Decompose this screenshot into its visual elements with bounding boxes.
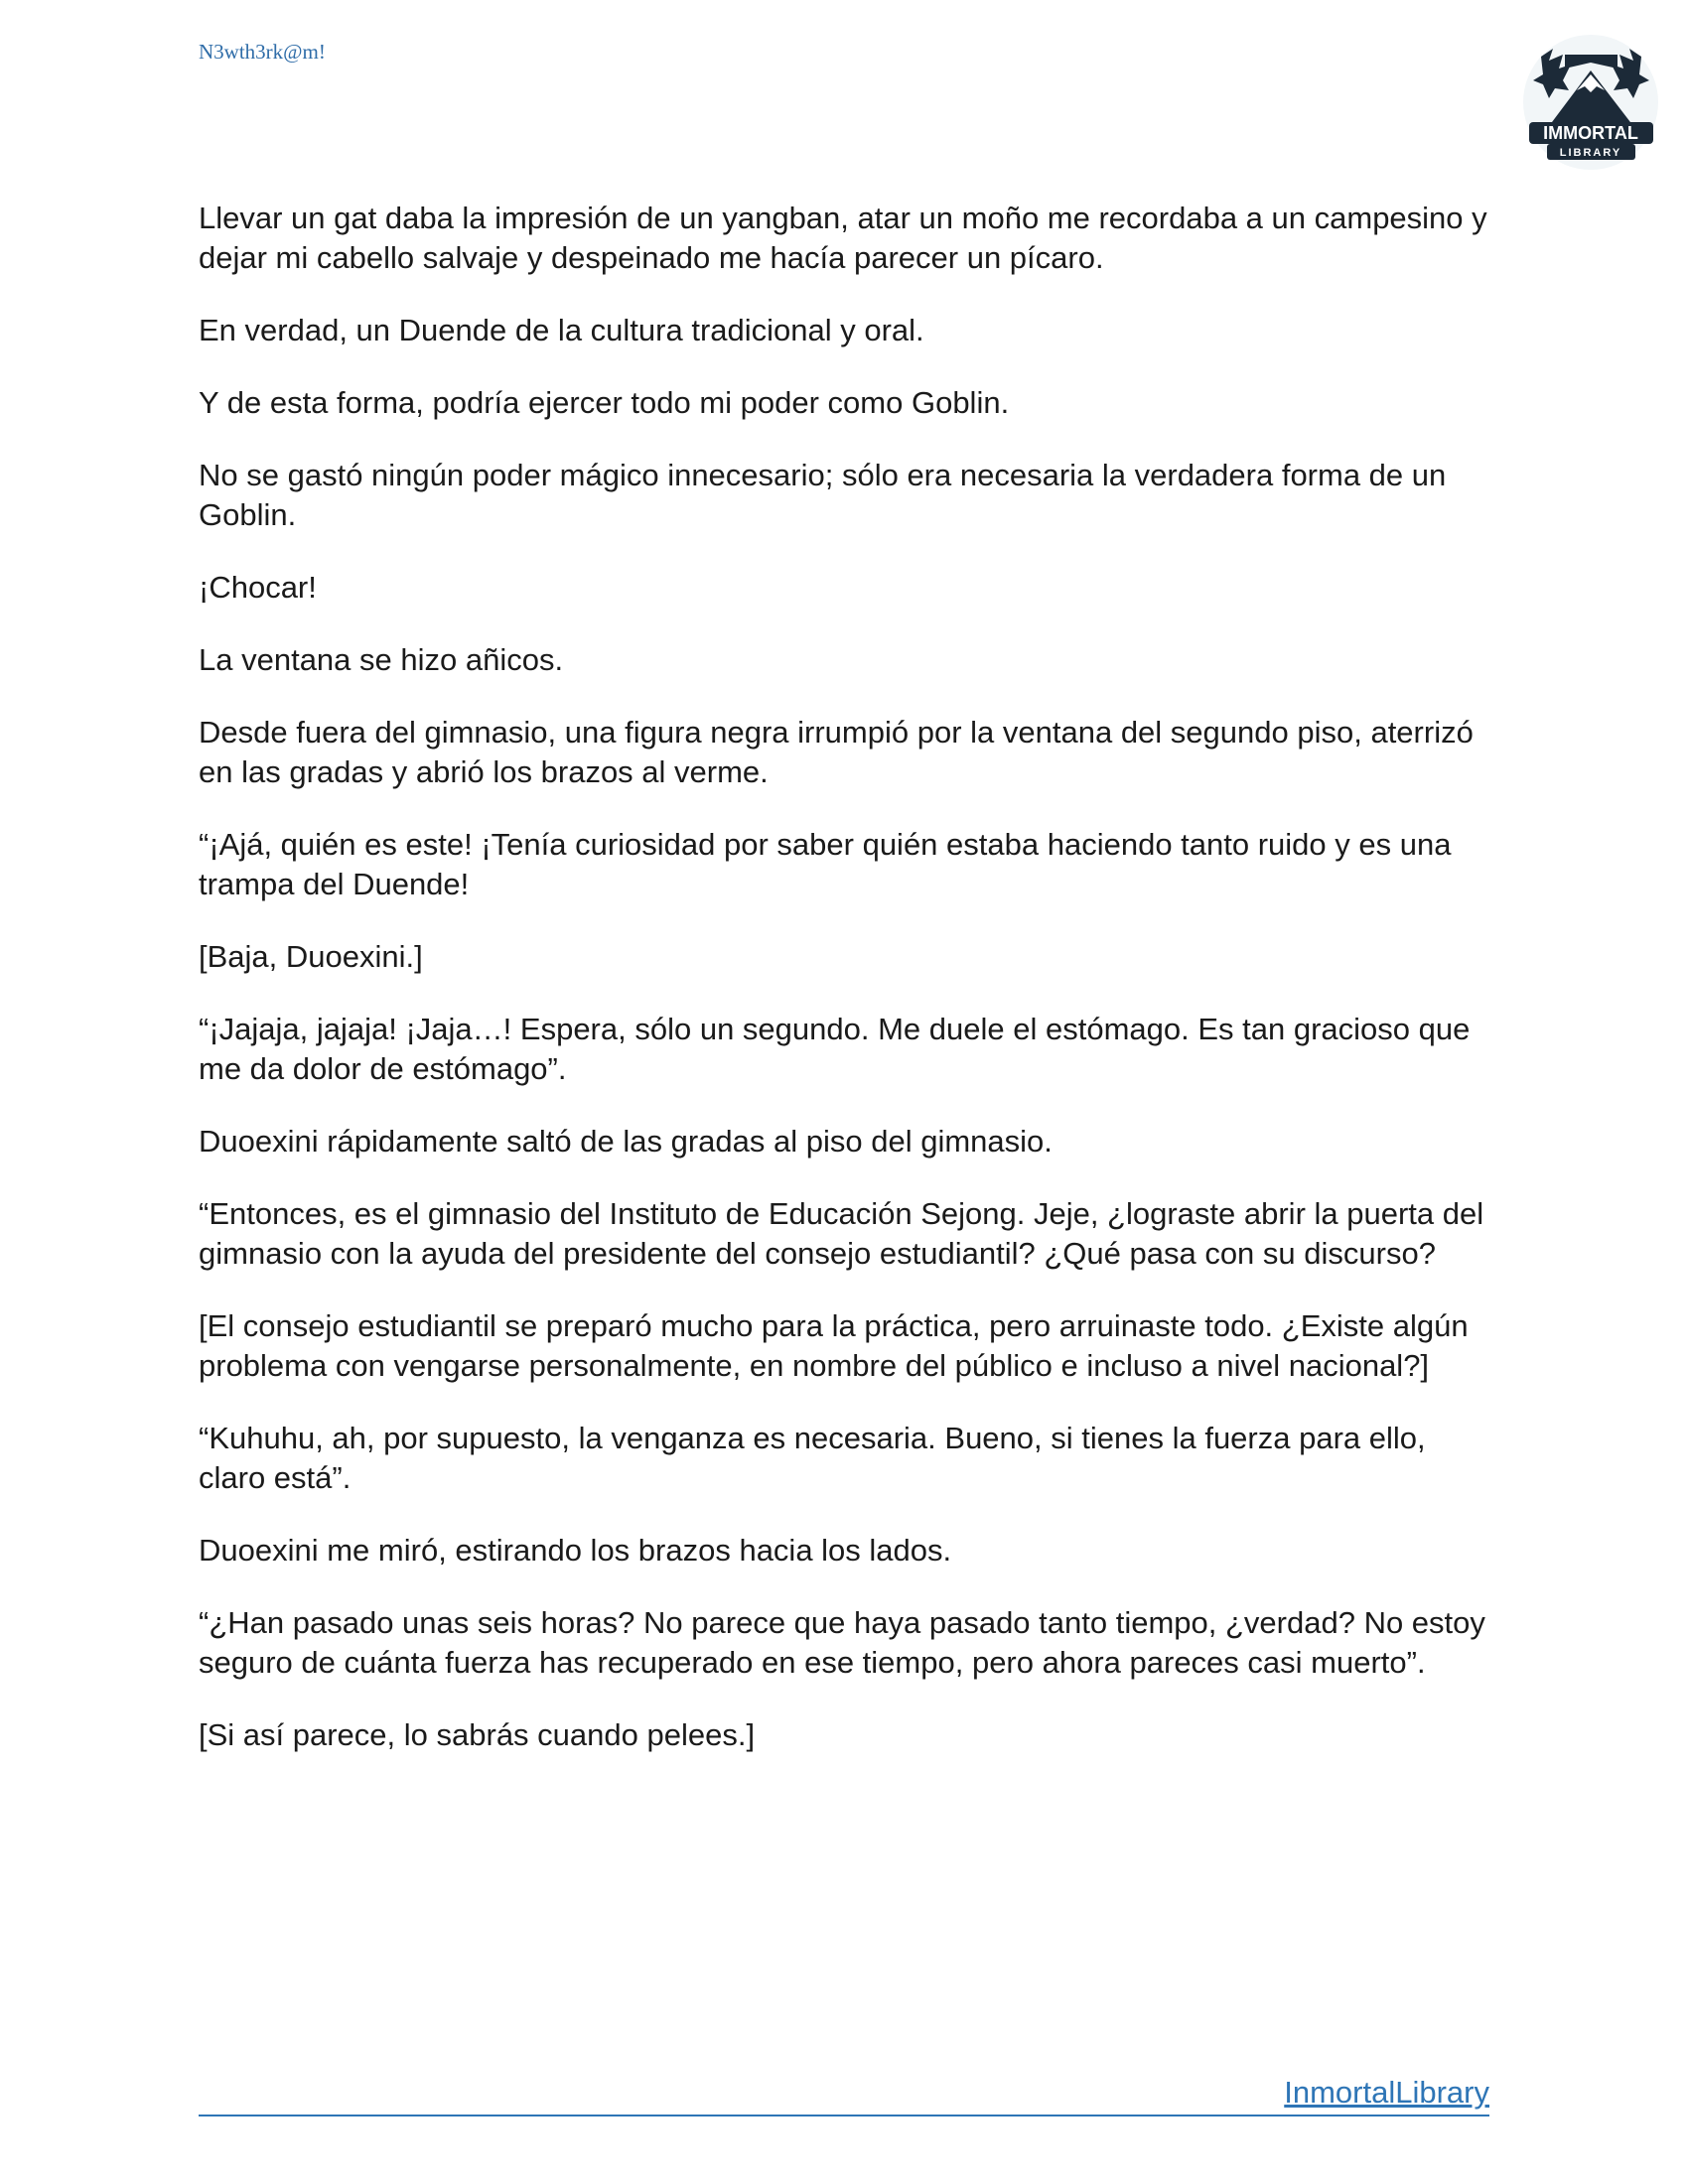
immortal-library-logo	[1519, 35, 1663, 174]
paragraph: “Entonces, es el gimnasio del Instituto de Educación Sejong. Jeje, ¿lograste abrir la puerta del gimnasio con la ayuda del presidente del consejo estudiantil? ¿Qué pasa con su discurso?	[199, 1196, 1484, 1271]
paragraph: La ventana se hizo añicos.	[199, 642, 564, 677]
document-body	[199, 199, 1499, 1788]
footer-link[interactable]: InmortalLibrary	[1284, 2075, 1489, 2110]
paragraph: “¡Jajaja, jajaja! ¡Jaja…! Espera, sólo un segundo. Me duele el estómago. Es tan gracioso que me da dolor de estómago”.	[199, 1012, 1471, 1086]
header-tag: N3wth3rk@m!	[199, 40, 326, 64]
paragraph: En verdad, un Duende de la cultura tradicional y oral.	[199, 313, 924, 347]
paragraph: “Kuhuhu, ah, por supuesto, la venganza es necesaria. Bueno, si tienes la fuerza para ello, claro está”.	[199, 1421, 1426, 1495]
paragraph: [El consejo estudiantil se preparó mucho para la práctica, pero arruinaste todo. ¿Existe algún problema con vengarse personalmente, en nombre del público e incluso a nivel nacional?]	[199, 1308, 1469, 1383]
paragraph: No se gastó ningún poder mágico innecesario; sólo era necesaria la verdadera forma de un Goblin.	[199, 458, 1447, 532]
paragraph: “¡Ajá, quién es este! ¡Tenía curiosidad por saber quién estaba haciendo tanto ruido y es una trampa del Duende!	[199, 827, 1452, 901]
logo-text-line2: LIBRARY	[1559, 147, 1622, 159]
footer-divider	[199, 2115, 1489, 2116]
paragraph: ¡Chocar!	[199, 570, 317, 605]
paragraph: [Si así parece, lo sabrás cuando pelees.]	[199, 1717, 756, 1752]
paragraph: Llevar un gat daba la impresión de un yangban, atar un moño me recordaba a un campesino y dejar mi cabello salvaje y despeinado me hacía parecer un pícaro.	[199, 201, 1487, 275]
paragraph: Duoexini me miró, estirando los brazos hacia los lados.	[199, 1533, 952, 1568]
paragraph: “¿Han pasado unas seis horas? No parece que haya pasado tanto tiempo, ¿verdad? No estoy seguro de cuánta fuerza has recuperado en ese tiempo, pero ahora pareces casi muerto”.	[199, 1605, 1485, 1680]
logo-text-line1: IMMORTAL	[1543, 123, 1638, 143]
paragraph: Y de esta forma, podría ejercer todo mi poder como Goblin.	[199, 385, 1010, 420]
paragraph: Desde fuera del gimnasio, una figura negra irrumpió por la ventana del segundo piso, aterrizó en las gradas y abrió los brazos al verme.	[199, 715, 1474, 789]
paragraph: Duoexini rápidamente saltó de las gradas al piso del gimnasio.	[199, 1124, 1053, 1159]
paragraph: [Baja, Duoexini.]	[199, 939, 423, 974]
